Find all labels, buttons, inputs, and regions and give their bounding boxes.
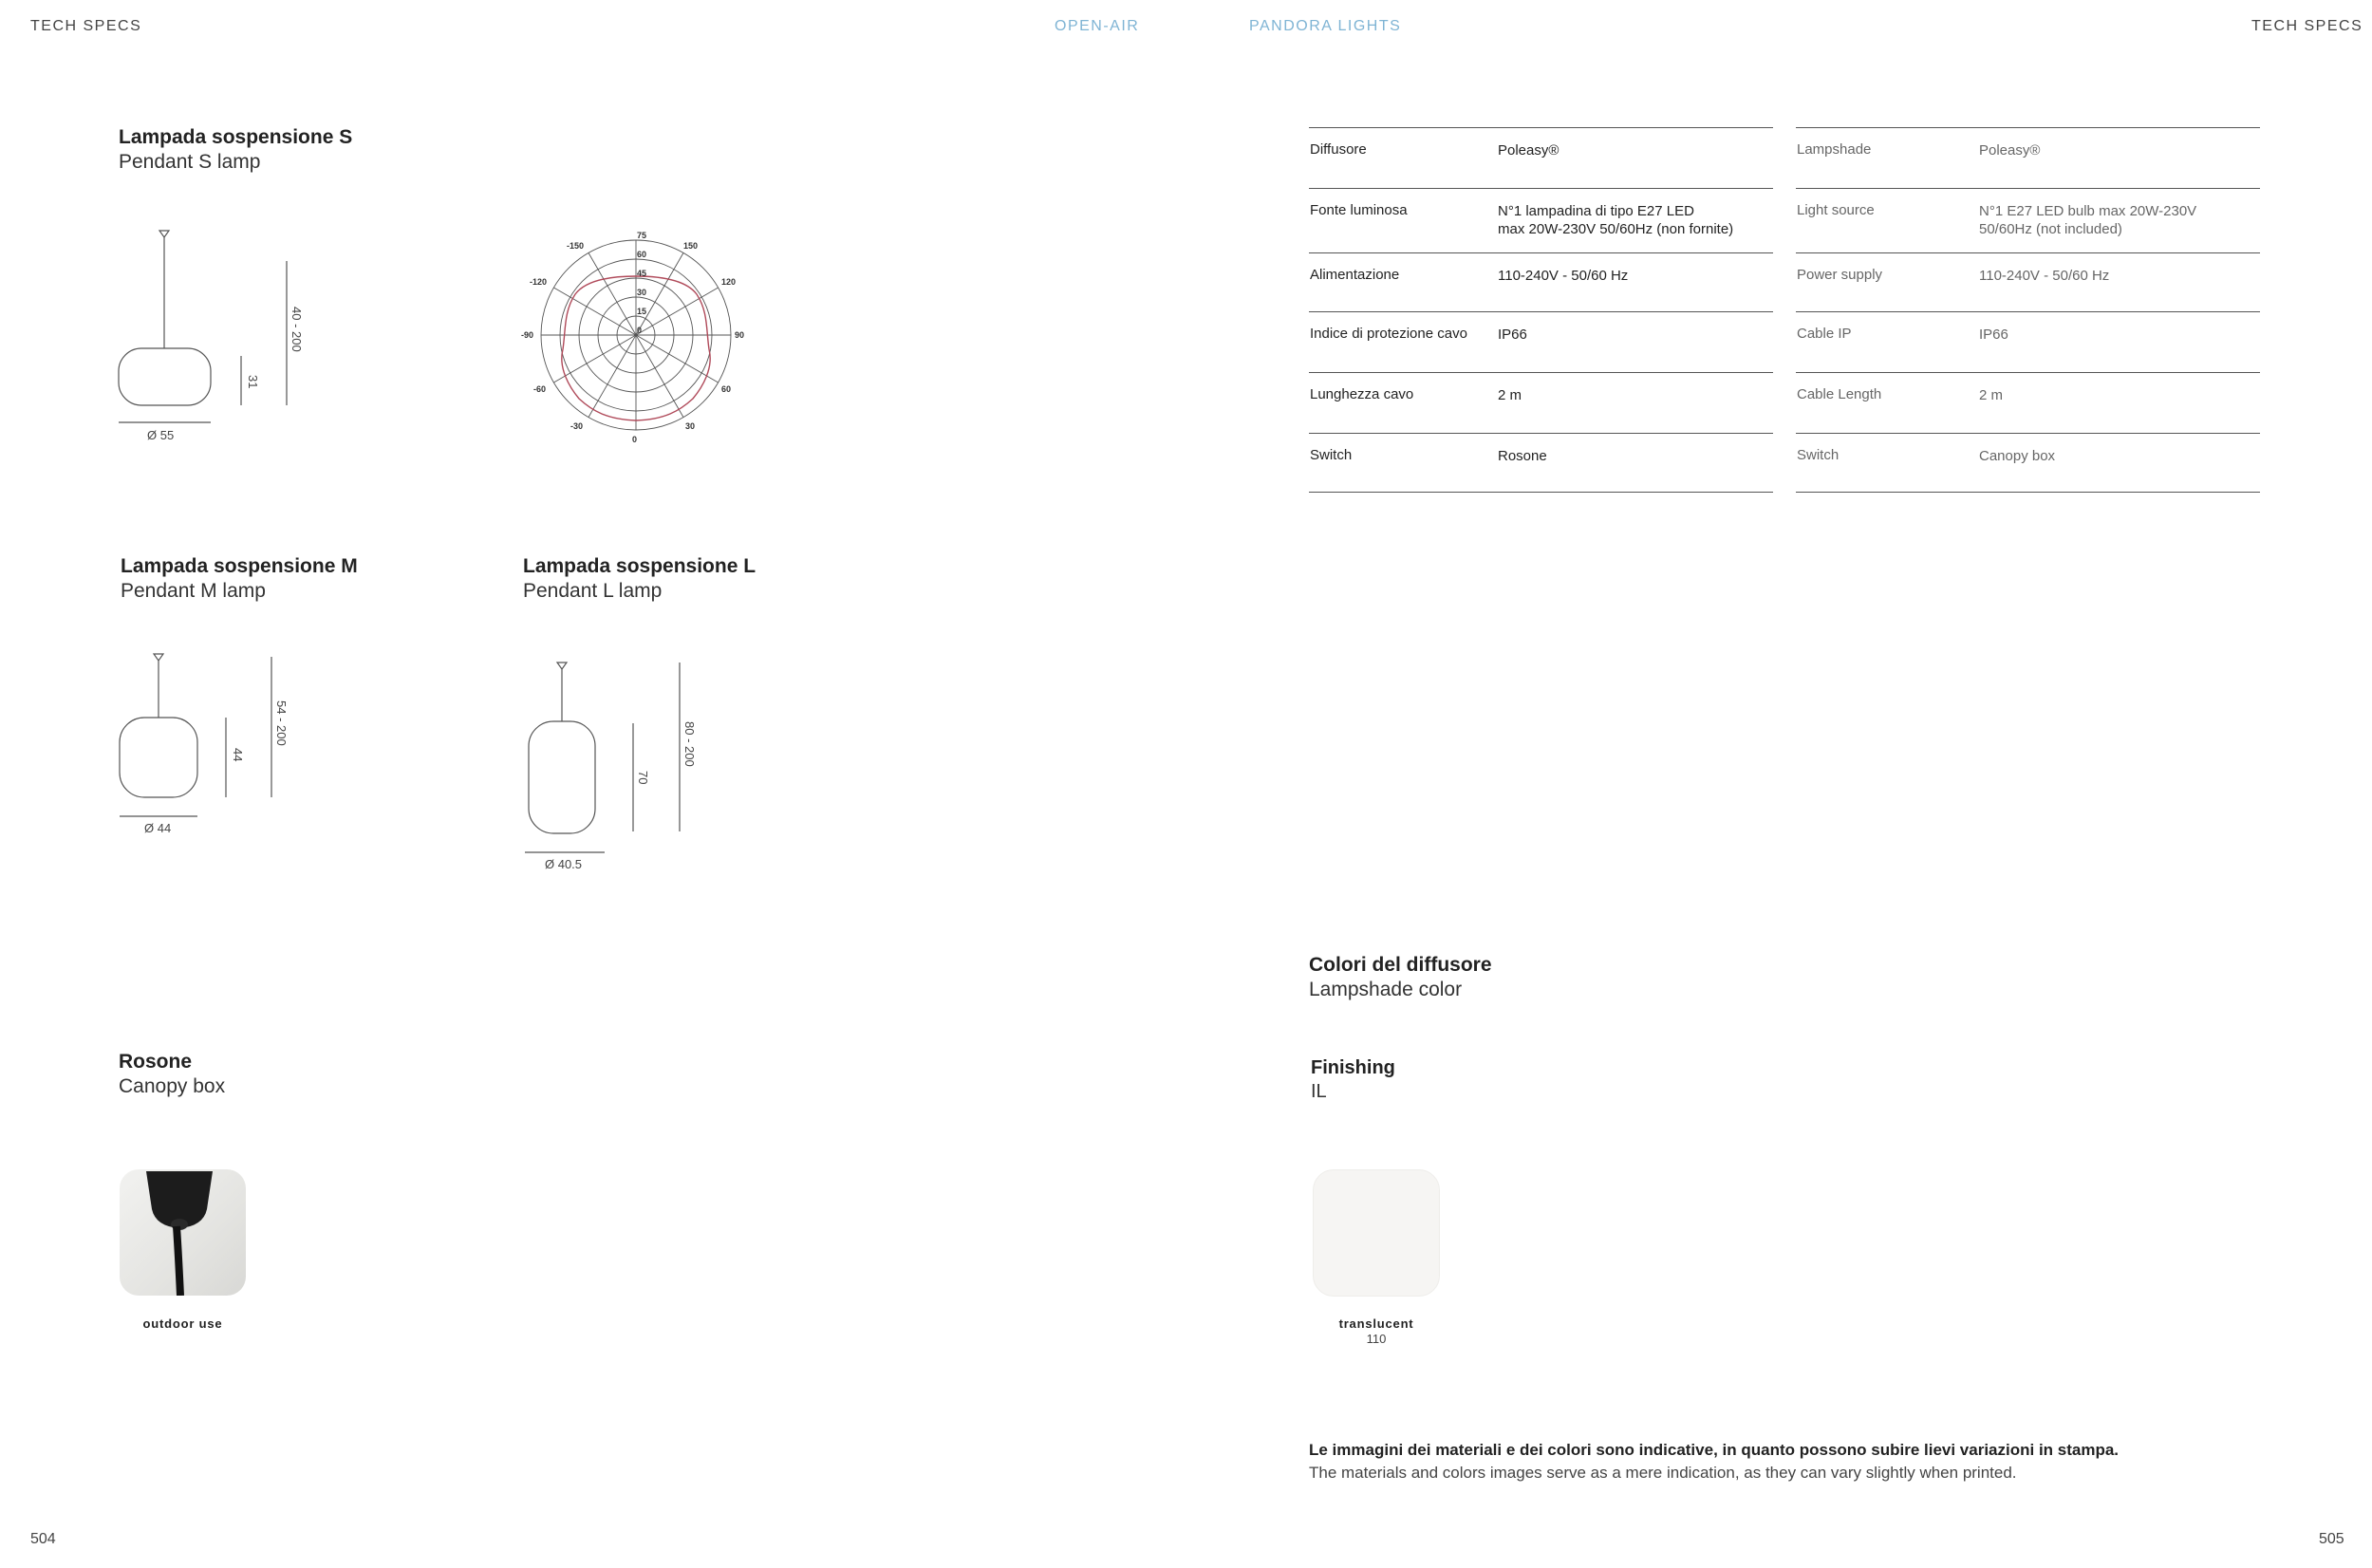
header-left-label: TECH SPECS	[30, 18, 142, 34]
header-section-label: OPEN-AIR	[1055, 18, 1140, 34]
spec-value-line: 50/60Hz (not included)	[1979, 221, 2122, 237]
spec-key: Diffusore	[1310, 141, 1367, 158]
polar-radial-60: 60	[637, 250, 647, 259]
spec-value: Rosone	[1498, 448, 1547, 464]
canopy-caption: outdoor use	[142, 1316, 223, 1331]
polar-radial-0: 0	[637, 326, 643, 335]
spec-row	[1309, 253, 1773, 312]
polar-angle-minus90: -90	[521, 330, 534, 340]
pendant-m-title-en: Pendant M lamp	[121, 580, 266, 602]
spec-value	[1979, 202, 2250, 238]
spec-key: Cable IP	[1797, 326, 1852, 342]
spec-row	[1796, 434, 2260, 493]
spec-key: Power supply	[1797, 267, 1883, 283]
pendant-m-height: 44	[231, 748, 245, 762]
pendant-l-title-it: Lampada sospensione L	[523, 555, 756, 577]
spec-key: Lampshade	[1797, 141, 1872, 158]
specs-table-en	[1796, 127, 2260, 493]
polar-radial-45: 45	[637, 269, 647, 278]
spec-value: Poleasy®	[1498, 142, 1560, 159]
spec-row	[1796, 253, 2260, 312]
canopy-box-illustration	[120, 1169, 246, 1296]
pendant-l-drawing	[513, 655, 721, 883]
swatch-code: 110	[1366, 1332, 1387, 1346]
spec-row	[1309, 189, 1773, 253]
pendant-l-height: 70	[636, 771, 650, 785]
header-right-label: TECH SPECS	[2251, 18, 2363, 34]
spec-key: Cable Length	[1797, 386, 1882, 402]
colors-title-it: Colori del diffusore	[1309, 954, 1492, 976]
pendant-l-total-height: 80 - 200	[682, 721, 697, 767]
canopy-box-photo	[120, 1169, 246, 1296]
pendant-s-total-height: 40 - 200	[289, 307, 304, 352]
pendant-m-total-height: 54 - 200	[274, 700, 289, 746]
spec-key: Light source	[1797, 202, 1875, 218]
specs-table-it	[1309, 127, 1773, 493]
spec-row	[1309, 373, 1773, 434]
spec-value-line: N°1 E27 LED bulb max 20W-230V	[1979, 203, 2197, 219]
pendant-m-title-it: Lampada sospensione M	[121, 555, 358, 577]
polar-angle-150: 150	[683, 241, 699, 251]
pendant-l-diameter: Ø 40.5	[545, 857, 583, 871]
spec-key: Fonte luminosa	[1310, 202, 1408, 218]
spec-value: 2 m	[1498, 387, 1522, 403]
polar-angle-0: 0	[632, 435, 638, 444]
spec-row	[1796, 312, 2260, 373]
spec-value	[1498, 202, 1768, 238]
polar-angle-minus60: -60	[533, 384, 547, 394]
spec-value: 2 m	[1979, 387, 2004, 403]
polar-radial-15: 15	[637, 307, 647, 316]
spec-value: Canopy box	[1979, 448, 2056, 464]
pendant-s-drawing	[104, 223, 313, 451]
pendant-s-title-en: Pendant S lamp	[119, 151, 261, 173]
spec-row	[1796, 373, 2260, 434]
spec-row	[1309, 312, 1773, 373]
spec-row	[1796, 128, 2260, 189]
page-number-right: 505	[2319, 1531, 2344, 1547]
colors-title-en: Lampshade color	[1309, 979, 1463, 1000]
swatch-translucent[interactable]	[1313, 1169, 1440, 1297]
disclaimer-en: The materials and colors images serve as a mere indication, as they can vary slightly when printed.	[1309, 1464, 2017, 1482]
spec-key: Indice di protezione cavo	[1310, 326, 1467, 342]
spec-key: Switch	[1797, 447, 1840, 463]
spec-key: Switch	[1310, 447, 1353, 463]
spec-value: Poleasy®	[1979, 142, 2041, 159]
spec-key: Lunghezza cavo	[1310, 386, 1414, 402]
spec-value: IP66	[1498, 327, 1527, 343]
spec-value: IP66	[1979, 327, 2008, 343]
canopy-title-en: Canopy box	[119, 1075, 226, 1097]
polar-angle-minus150: -150	[567, 241, 585, 251]
polar-angle-120: 120	[721, 277, 737, 287]
spec-value-line: max 20W-230V 50/60Hz (non fornite)	[1498, 221, 1734, 237]
spec-value: 110-240V - 50/60 Hz	[1979, 268, 2110, 284]
canopy-title-it: Rosone	[119, 1051, 193, 1073]
pendant-s-diameter: Ø 55	[147, 428, 175, 442]
polar-radial-75: 75	[637, 231, 647, 240]
polar-angle-minus120: -120	[530, 277, 548, 287]
header-product-label: PANDORA LIGHTS	[1249, 18, 1402, 34]
pendant-l-title-en: Pendant L lamp	[523, 580, 663, 602]
spec-row	[1796, 189, 2260, 253]
pendant-m-diameter: Ø 44	[144, 821, 172, 835]
spec-value: 110-240V - 50/60 Hz	[1498, 268, 1629, 284]
polar-radial-30: 30	[637, 288, 647, 297]
polar-angle-minus30: -30	[570, 421, 584, 431]
pendant-m-drawing	[104, 649, 304, 849]
finishing-title: Finishing	[1311, 1057, 1395, 1078]
polar-angle-30: 30	[685, 421, 696, 431]
swatch-name: translucent	[1338, 1316, 1414, 1331]
page-number-left: 504	[30, 1531, 56, 1547]
disclaimer-it: Le immagini dei materiali e dei colori sono indicative, in quanto possono subire lievi variazioni in stampa.	[1309, 1441, 2120, 1459]
polar-angle-90: 90	[735, 330, 745, 340]
finishing-code: IL	[1311, 1081, 1327, 1102]
polar-angle-60: 60	[721, 384, 732, 394]
pendant-s-title-it: Lampada sospensione S	[119, 126, 353, 148]
pendant-s-height: 31	[246, 375, 260, 389]
spec-key: Alimentazione	[1310, 267, 1400, 283]
photometric-polar-diagram	[513, 226, 759, 454]
spec-row	[1309, 434, 1773, 493]
spec-row	[1309, 128, 1773, 189]
spec-value-line: N°1 lampadina di tipo E27 LED	[1498, 203, 1694, 219]
